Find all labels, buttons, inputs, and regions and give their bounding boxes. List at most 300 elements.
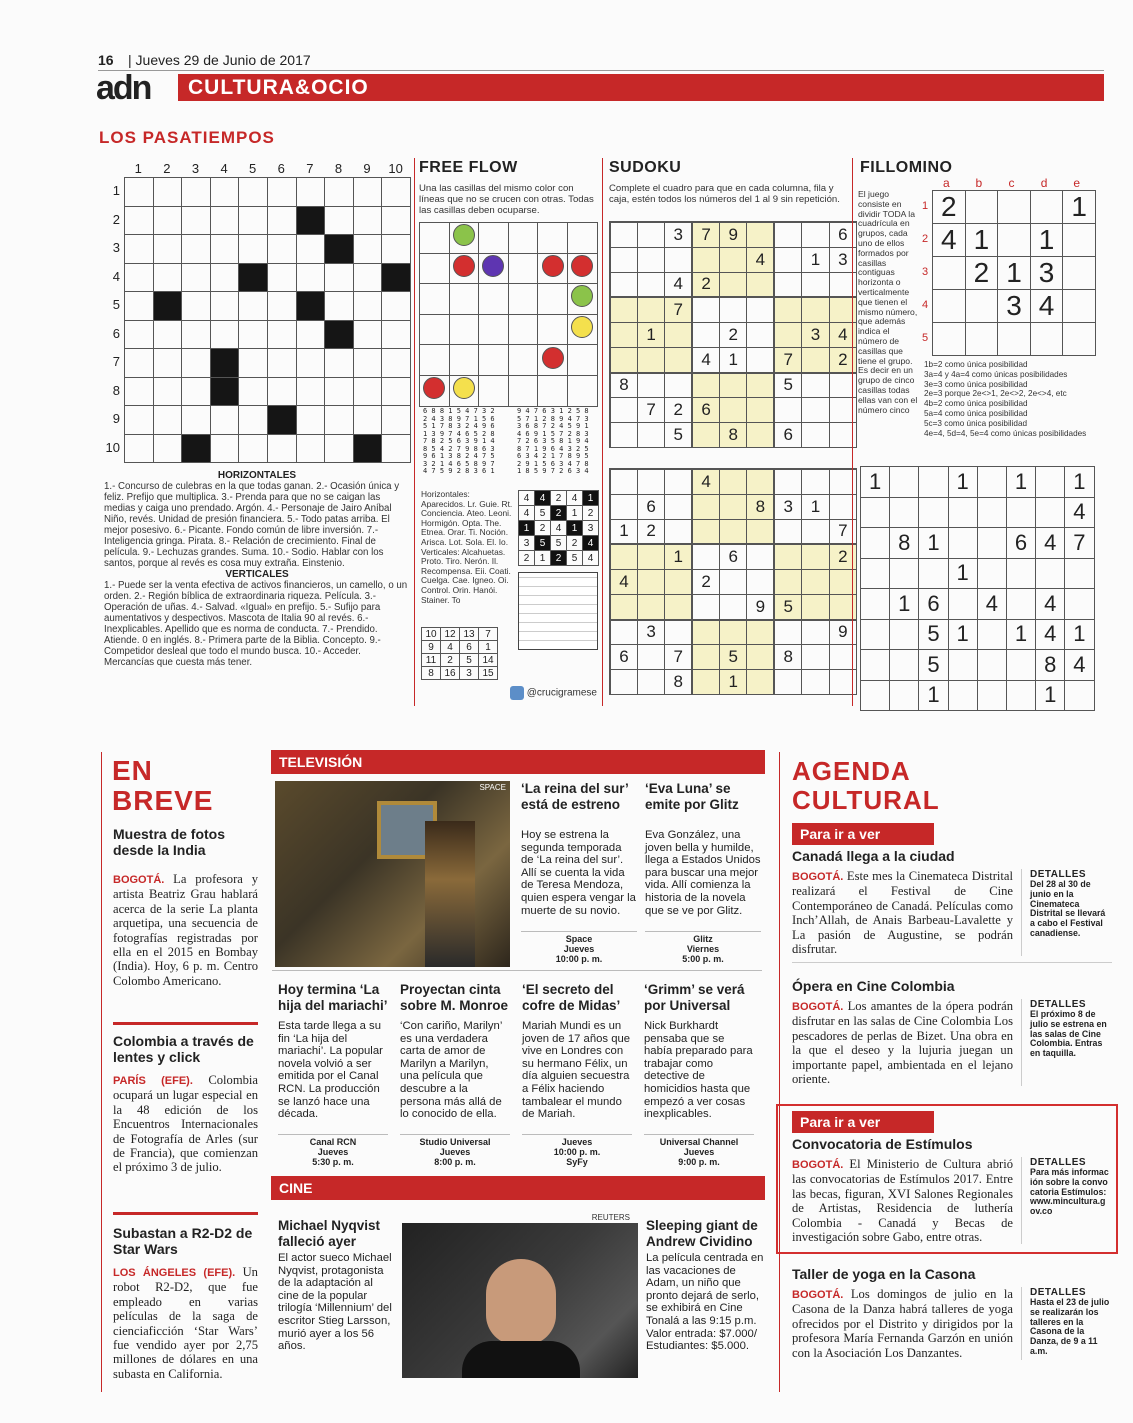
sudoku-cell[interactable]: 7	[665, 645, 692, 670]
fillomino-cell[interactable]	[1006, 589, 1035, 620]
fillomino-cell[interactable]	[890, 497, 919, 528]
crossword-cell[interactable]	[153, 292, 182, 321]
crossword-cell[interactable]	[267, 349, 296, 378]
fillomino-cell[interactable]	[890, 650, 919, 681]
sudoku-cell[interactable]	[637, 670, 664, 695]
fillomino-cell[interactable]: 1	[998, 257, 1031, 290]
sudoku-cell[interactable]: 2	[720, 322, 747, 347]
sudoku-cell[interactable]: 3	[774, 494, 801, 519]
crossword-cell[interactable]	[210, 349, 239, 378]
fillomino-cell[interactable]	[919, 467, 948, 498]
sudoku-cell[interactable]: 9	[720, 222, 747, 247]
sudoku-cell[interactable]: 2	[637, 519, 664, 544]
freeflow-cell[interactable]	[420, 253, 450, 284]
fillomino-cell[interactable]	[861, 680, 890, 711]
sudoku-cell[interactable]: 1	[610, 519, 637, 544]
sudoku-cell[interactable]: 8	[747, 494, 774, 519]
fillomino-cell[interactable]	[1006, 558, 1035, 589]
sudoku-cell[interactable]	[692, 594, 719, 619]
fillomino-cell[interactable]	[861, 589, 890, 620]
sudoku-cell[interactable]	[774, 469, 801, 494]
sudoku-cell[interactable]	[610, 494, 637, 519]
sudoku-cell[interactable]: 5	[665, 423, 692, 448]
freeflow-cell[interactable]	[479, 253, 509, 284]
crossword-cell[interactable]	[267, 406, 296, 435]
sudoku-cell[interactable]	[747, 272, 774, 297]
crossword-cell[interactable]	[210, 178, 239, 207]
sudoku-cell[interactable]	[692, 247, 719, 272]
sudoku-cell[interactable]	[802, 594, 829, 619]
fillomino-cell[interactable]: 6	[1006, 528, 1035, 559]
fillomino-cell[interactable]	[965, 191, 998, 224]
sudoku-cell[interactable]	[747, 519, 774, 544]
sudoku-cell[interactable]	[637, 544, 664, 569]
sudoku-cell[interactable]	[720, 620, 747, 645]
fillomino-cell[interactable]: 5	[919, 650, 948, 681]
crossword-cell[interactable]	[353, 292, 382, 321]
sudoku-cell[interactable]: 4	[829, 322, 856, 347]
fillomino-cell[interactable]: 1	[1006, 467, 1035, 498]
freeflow-cell[interactable]	[508, 345, 538, 376]
crossword-cell[interactable]	[382, 377, 411, 406]
sudoku-cell[interactable]	[720, 569, 747, 594]
sudoku-cell[interactable]	[610, 544, 637, 569]
sudoku-cell[interactable]	[665, 519, 692, 544]
fillomino-cell[interactable]: 1	[1006, 619, 1035, 650]
fillomino-cell[interactable]: 1	[1065, 467, 1094, 498]
crossword-cell[interactable]	[125, 406, 154, 435]
crossword-cell[interactable]	[296, 434, 325, 463]
crossword-cell[interactable]	[182, 206, 211, 235]
fillomino-cell[interactable]: 1	[1063, 191, 1096, 224]
sudoku-cell[interactable]	[774, 620, 801, 645]
crossword-cell[interactable]	[210, 292, 239, 321]
crossword-cell[interactable]	[125, 320, 154, 349]
fillomino-cell[interactable]: 8	[1036, 650, 1065, 681]
fillomino-cell[interactable]	[919, 497, 948, 528]
crossword-cell[interactable]	[182, 235, 211, 264]
fillomino-cell[interactable]	[861, 497, 890, 528]
crossword-cell[interactable]	[296, 320, 325, 349]
sudoku-cell[interactable]	[747, 645, 774, 670]
sudoku-cell[interactable]	[747, 222, 774, 247]
sudoku-cell[interactable]	[802, 645, 829, 670]
freeflow-grid[interactable]	[419, 222, 598, 407]
sudoku-cell[interactable]	[774, 519, 801, 544]
crossword-cell[interactable]	[382, 206, 411, 235]
freeflow-cell[interactable]	[538, 345, 568, 376]
fillomino-cell[interactable]	[1030, 323, 1063, 356]
fillomino-cell[interactable]	[933, 290, 966, 323]
crossword-cell[interactable]	[353, 263, 382, 292]
freeflow-cell[interactable]	[538, 223, 568, 254]
fillomino-cell[interactable]	[1065, 589, 1094, 620]
fillomino-cell[interactable]: 4	[1036, 619, 1065, 650]
crossword-cell[interactable]	[296, 263, 325, 292]
sudoku-cell[interactable]	[802, 222, 829, 247]
fillomino-cell[interactable]: 3	[1030, 257, 1063, 290]
sudoku-cell[interactable]	[692, 322, 719, 347]
crossword-cell[interactable]	[325, 235, 354, 264]
sudoku-cell[interactable]	[610, 670, 637, 695]
crossword-cell[interactable]	[296, 377, 325, 406]
sudoku-cell[interactable]	[774, 247, 801, 272]
sudoku-cell[interactable]	[637, 272, 664, 297]
sudoku-cell[interactable]	[747, 423, 774, 448]
crossword-cell[interactable]	[210, 263, 239, 292]
crossword-cell[interactable]	[153, 349, 182, 378]
freeflow-cell[interactable]	[449, 314, 479, 345]
freeflow-cell[interactable]	[538, 284, 568, 315]
crossword-cell[interactable]	[353, 349, 382, 378]
sudoku-cell[interactable]: 5	[774, 373, 801, 398]
fillomino-cell[interactable]: 1	[1036, 680, 1065, 711]
crossword-cell[interactable]	[153, 377, 182, 406]
sudoku-cell[interactable]	[610, 347, 637, 372]
crossword-cell[interactable]	[325, 406, 354, 435]
sudoku-cell[interactable]	[692, 519, 719, 544]
sudoku-cell[interactable]	[637, 469, 664, 494]
sudoku-cell[interactable]	[637, 594, 664, 619]
crossword-cell[interactable]	[325, 263, 354, 292]
sudoku-cell[interactable]	[610, 423, 637, 448]
sudoku-cell[interactable]: 7	[637, 398, 664, 423]
crossword-cell[interactable]	[182, 406, 211, 435]
freeflow-cell[interactable]	[508, 314, 538, 345]
fillomino-cell[interactable]	[1036, 497, 1065, 528]
crossword-cell[interactable]	[382, 292, 411, 321]
sudoku-cell[interactable]: 1	[665, 544, 692, 569]
sudoku-cell[interactable]	[610, 398, 637, 423]
fillomino-cell[interactable]	[977, 528, 1006, 559]
sudoku-cell[interactable]	[747, 347, 774, 372]
fillomino-cell[interactable]: 1	[1065, 619, 1094, 650]
sudoku-cell[interactable]	[802, 569, 829, 594]
sudoku-cell[interactable]	[774, 272, 801, 297]
fillomino-cell[interactable]: 4	[1036, 528, 1065, 559]
crossword-cell[interactable]	[382, 320, 411, 349]
freeflow-cell[interactable]	[567, 314, 597, 345]
fillomino-cell[interactable]: 1	[948, 619, 977, 650]
crossword-cell[interactable]	[125, 349, 154, 378]
crossword-cell[interactable]	[153, 206, 182, 235]
fillomino-cell[interactable]	[861, 558, 890, 589]
sudoku-cell[interactable]: 2	[829, 544, 856, 569]
crossword-cell[interactable]	[210, 377, 239, 406]
sudoku-cell[interactable]: 2	[829, 347, 856, 372]
sudoku-cell[interactable]: 9	[747, 594, 774, 619]
freeflow-cell[interactable]	[479, 345, 509, 376]
crossword-cell[interactable]	[353, 178, 382, 207]
sudoku-cell[interactable]	[774, 670, 801, 695]
crossword-cell[interactable]	[182, 292, 211, 321]
sudoku-grid-2[interactable]	[609, 468, 857, 695]
fillomino-cell[interactable]	[861, 619, 890, 650]
sudoku-cell[interactable]	[665, 322, 692, 347]
crossword-cell[interactable]	[267, 434, 296, 463]
fillomino-cell[interactable]: 1	[919, 528, 948, 559]
sudoku-cell[interactable]	[774, 322, 801, 347]
sudoku-cell[interactable]	[692, 297, 719, 322]
sudoku-cell[interactable]	[802, 670, 829, 695]
sudoku-cell[interactable]	[610, 469, 637, 494]
freeflow-cell[interactable]	[508, 253, 538, 284]
sudoku-cell[interactable]	[802, 347, 829, 372]
sudoku-cell[interactable]: 1	[802, 247, 829, 272]
crossword-cell[interactable]	[296, 235, 325, 264]
sudoku-cell[interactable]	[720, 272, 747, 297]
sudoku-cell[interactable]	[610, 222, 637, 247]
fillomino-cell[interactable]	[1065, 680, 1094, 711]
sudoku-cell[interactable]	[692, 423, 719, 448]
sudoku-cell[interactable]: 3	[665, 222, 692, 247]
crossword-cell[interactable]	[153, 235, 182, 264]
sudoku-cell[interactable]	[802, 423, 829, 448]
crossword-cell[interactable]	[296, 206, 325, 235]
freeflow-cell[interactable]	[449, 223, 479, 254]
fillomino-cell[interactable]	[1065, 558, 1094, 589]
sudoku-cell[interactable]: 9	[829, 620, 856, 645]
fillomino-cell[interactable]: 6	[919, 589, 948, 620]
crossword-cell[interactable]	[382, 235, 411, 264]
sudoku-grid-1[interactable]	[609, 221, 857, 448]
fillomino-cell[interactable]	[948, 497, 977, 528]
freeflow-cell[interactable]	[567, 223, 597, 254]
sudoku-cell[interactable]: 6	[637, 494, 664, 519]
sudoku-cell[interactable]: 4	[747, 247, 774, 272]
sudoku-cell[interactable]	[720, 373, 747, 398]
crossword-cell[interactable]	[296, 292, 325, 321]
fillomino-cell[interactable]: 4	[1065, 650, 1094, 681]
fillomino-cell[interactable]: 1	[919, 680, 948, 711]
fillomino-cell[interactable]: 1	[861, 467, 890, 498]
fillomino-grid-2[interactable]	[860, 466, 1095, 711]
fillomino-cell[interactable]	[977, 680, 1006, 711]
sudoku-cell[interactable]: 8	[720, 423, 747, 448]
fillomino-cell[interactable]	[890, 467, 919, 498]
sudoku-cell[interactable]: 6	[610, 645, 637, 670]
sudoku-cell[interactable]: 6	[720, 544, 747, 569]
fillomino-cell[interactable]	[1063, 224, 1096, 257]
crossword-cell[interactable]	[353, 406, 382, 435]
crossword-cell[interactable]	[296, 178, 325, 207]
fillomino-cell[interactable]	[861, 528, 890, 559]
sudoku-cell[interactable]: 5	[720, 645, 747, 670]
sudoku-cell[interactable]: 2	[692, 569, 719, 594]
fillomino-cell[interactable]	[890, 558, 919, 589]
crossword-cell[interactable]	[239, 349, 268, 378]
freeflow-cell[interactable]	[538, 314, 568, 345]
sudoku-cell[interactable]	[747, 373, 774, 398]
fillomino-cell[interactable]	[948, 528, 977, 559]
crossword-cell[interactable]	[239, 206, 268, 235]
crossword-cell[interactable]	[182, 377, 211, 406]
crossword-cell[interactable]	[239, 377, 268, 406]
sudoku-cell[interactable]	[774, 544, 801, 569]
sudoku-cell[interactable]	[637, 247, 664, 272]
sudoku-cell[interactable]	[802, 519, 829, 544]
fillomino-cell[interactable]: 1	[948, 558, 977, 589]
fillomino-cell[interactable]: 5	[919, 619, 948, 650]
crossword-cell[interactable]	[382, 178, 411, 207]
crossword-cell[interactable]	[325, 349, 354, 378]
sudoku-cell[interactable]: 6	[692, 398, 719, 423]
crossword-cell[interactable]	[353, 235, 382, 264]
sudoku-cell[interactable]	[692, 373, 719, 398]
sudoku-cell[interactable]: 5	[774, 594, 801, 619]
crossword-cell[interactable]	[125, 292, 154, 321]
sudoku-cell[interactable]: 8	[610, 373, 637, 398]
fillomino-cell[interactable]: 2	[933, 191, 966, 224]
crossword-cell[interactable]	[125, 178, 154, 207]
sudoku-cell[interactable]	[747, 544, 774, 569]
crossword-cell[interactable]	[325, 377, 354, 406]
crossword-cell[interactable]	[125, 377, 154, 406]
sudoku-cell[interactable]	[692, 670, 719, 695]
sudoku-cell[interactable]: 7	[692, 222, 719, 247]
sudoku-cell[interactable]	[802, 544, 829, 569]
sudoku-cell[interactable]	[665, 469, 692, 494]
fillomino-cell[interactable]: 4	[933, 224, 966, 257]
crossword-cell[interactable]	[353, 377, 382, 406]
crossword-cell[interactable]	[210, 320, 239, 349]
sudoku-cell[interactable]	[665, 569, 692, 594]
sudoku-cell[interactable]	[665, 620, 692, 645]
freeflow-cell[interactable]	[567, 345, 597, 376]
crossword-cell[interactable]	[267, 178, 296, 207]
sudoku-cell[interactable]: 8	[774, 645, 801, 670]
sudoku-cell[interactable]: 3	[802, 322, 829, 347]
crossword-cell[interactable]	[182, 320, 211, 349]
crossword-cell[interactable]	[239, 235, 268, 264]
sudoku-cell[interactable]	[720, 297, 747, 322]
sudoku-cell[interactable]	[610, 297, 637, 322]
sudoku-cell[interactable]: 2	[692, 272, 719, 297]
freeflow-cell[interactable]	[420, 284, 450, 315]
sudoku-cell[interactable]: 2	[665, 398, 692, 423]
sudoku-cell[interactable]	[720, 469, 747, 494]
fillomino-cell[interactable]	[977, 650, 1006, 681]
crossword-cell[interactable]	[382, 349, 411, 378]
fillomino-cell[interactable]	[1006, 650, 1035, 681]
sudoku-cell[interactable]	[802, 272, 829, 297]
fillomino-cell[interactable]	[977, 619, 1006, 650]
crossword-cell[interactable]	[153, 320, 182, 349]
fillomino-cell[interactable]	[998, 191, 1031, 224]
crossword-grid[interactable]	[124, 177, 411, 463]
fillomino-cell[interactable]	[890, 680, 919, 711]
freeflow-cell[interactable]	[508, 375, 538, 406]
sudoku-cell[interactable]	[747, 620, 774, 645]
sudoku-cell[interactable]	[802, 469, 829, 494]
sudoku-cell[interactable]	[692, 645, 719, 670]
crossword-cell[interactable]	[182, 263, 211, 292]
sudoku-cell[interactable]	[747, 398, 774, 423]
crossword-cell[interactable]	[267, 292, 296, 321]
sudoku-cell[interactable]	[774, 398, 801, 423]
crossword-cell[interactable]	[153, 178, 182, 207]
sudoku-cell[interactable]	[637, 373, 664, 398]
sudoku-cell[interactable]	[692, 620, 719, 645]
freeflow-cell[interactable]	[508, 223, 538, 254]
crossword-cell[interactable]	[296, 349, 325, 378]
sudoku-cell[interactable]	[692, 494, 719, 519]
sudoku-cell[interactable]: 3	[829, 247, 856, 272]
freeflow-cell[interactable]	[567, 253, 597, 284]
freeflow-cell[interactable]	[508, 284, 538, 315]
fillomino-cell[interactable]	[965, 290, 998, 323]
sudoku-cell[interactable]: 7	[829, 519, 856, 544]
crossword-cell[interactable]	[267, 206, 296, 235]
sudoku-cell[interactable]	[747, 322, 774, 347]
fillomino-cell[interactable]: 4	[977, 589, 1006, 620]
freeflow-cell[interactable]	[420, 223, 450, 254]
sudoku-cell[interactable]	[637, 347, 664, 372]
crossword-cell[interactable]	[267, 235, 296, 264]
sudoku-cell[interactable]	[747, 670, 774, 695]
crossword-cell[interactable]	[125, 235, 154, 264]
sudoku-cell[interactable]	[637, 423, 664, 448]
fillomino-cell[interactable]	[998, 224, 1031, 257]
crossword-cell[interactable]	[153, 263, 182, 292]
fillomino-cell[interactable]: 4	[1036, 589, 1065, 620]
sudoku-cell[interactable]	[774, 222, 801, 247]
fillomino-cell[interactable]	[948, 680, 977, 711]
crossword-cell[interactable]	[267, 320, 296, 349]
freeflow-cell[interactable]	[449, 375, 479, 406]
crossword-cell[interactable]	[239, 292, 268, 321]
crossword-cell[interactable]	[325, 320, 354, 349]
crossword-cell[interactable]	[239, 434, 268, 463]
fillomino-cell[interactable]	[948, 650, 977, 681]
fillomino-cell[interactable]	[919, 558, 948, 589]
freeflow-cell[interactable]	[449, 284, 479, 315]
crossword-cell[interactable]	[267, 263, 296, 292]
sudoku-cell[interactable]: 1	[720, 347, 747, 372]
fillomino-cell[interactable]	[1036, 558, 1065, 589]
fillomino-cell[interactable]: 7	[1065, 528, 1094, 559]
crossword-cell[interactable]	[267, 377, 296, 406]
fillomino-cell[interactable]	[861, 650, 890, 681]
sudoku-cell[interactable]: 3	[637, 620, 664, 645]
sudoku-cell[interactable]	[720, 594, 747, 619]
fillomino-cell[interactable]: 1	[948, 467, 977, 498]
crossword-cell[interactable]	[182, 434, 211, 463]
sudoku-cell[interactable]	[720, 519, 747, 544]
crossword-cell[interactable]	[353, 434, 382, 463]
crossword-cell[interactable]	[239, 178, 268, 207]
fillomino-cell[interactable]	[933, 257, 966, 290]
fillomino-cell[interactable]	[948, 589, 977, 620]
sudoku-cell[interactable]	[802, 398, 829, 423]
sudoku-cell[interactable]	[665, 247, 692, 272]
fillomino-cell[interactable]: 2	[965, 257, 998, 290]
sudoku-cell[interactable]: 6	[829, 222, 856, 247]
sudoku-cell[interactable]	[774, 569, 801, 594]
crossword-cell[interactable]	[125, 206, 154, 235]
fillomino-cell[interactable]: 1	[890, 589, 919, 620]
crossword-cell[interactable]	[125, 263, 154, 292]
fillomino-cell[interactable]	[1063, 257, 1096, 290]
fillomino-cell[interactable]	[933, 323, 966, 356]
sudoku-cell[interactable]	[774, 297, 801, 322]
fillomino-cell[interactable]: 8	[890, 528, 919, 559]
sudoku-cell[interactable]: 4	[610, 569, 637, 594]
sudoku-cell[interactable]	[665, 347, 692, 372]
sudoku-cell[interactable]: 8	[665, 670, 692, 695]
crossword-cell[interactable]	[210, 406, 239, 435]
freeflow-cell[interactable]	[479, 284, 509, 315]
